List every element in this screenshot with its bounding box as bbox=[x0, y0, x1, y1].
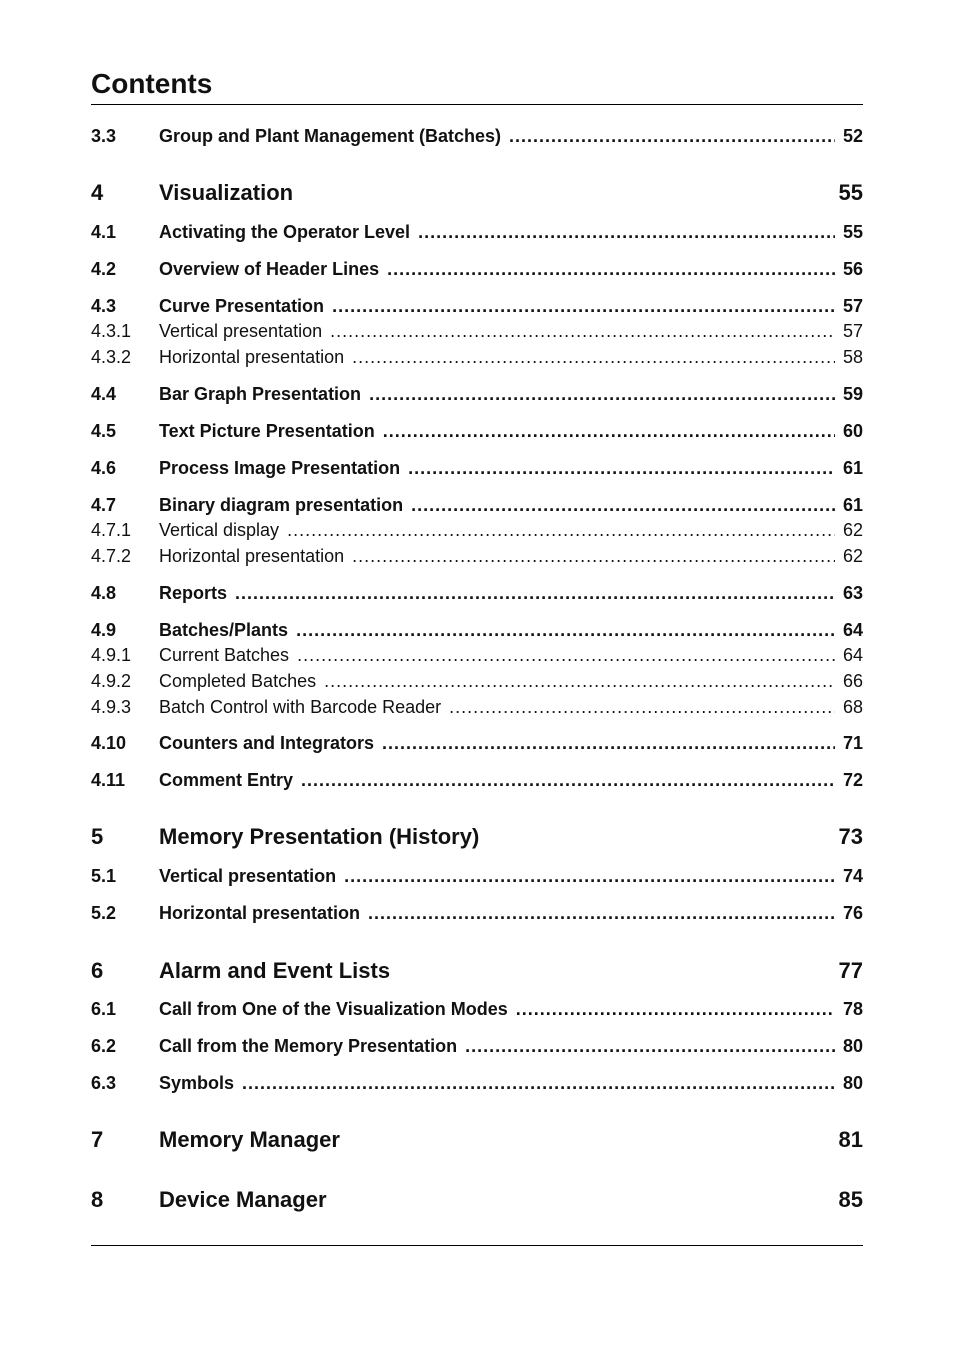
entry-page-number: 62 bbox=[842, 520, 863, 540]
toc-section-entry[interactable] bbox=[91, 997, 863, 1021]
page-title: Contents bbox=[91, 68, 213, 99]
entry-page-number: 57 bbox=[842, 321, 863, 341]
dot-leader bbox=[242, 1071, 835, 1095]
entry-number: 8 bbox=[91, 1187, 104, 1212]
dot-leader bbox=[509, 124, 835, 148]
entry-page-number: 56 bbox=[842, 259, 863, 279]
toc-section-entry[interactable] bbox=[91, 493, 863, 517]
dot-leader bbox=[383, 419, 835, 443]
entry-title: Memory Manager bbox=[159, 1127, 340, 1152]
toc-section-entry[interactable] bbox=[91, 618, 863, 642]
entry-page-number: 58 bbox=[842, 347, 863, 367]
entry-page-number: 64 bbox=[842, 620, 863, 640]
entry-title: Vertical presentation bbox=[159, 866, 337, 886]
entry-page-number: 59 bbox=[842, 384, 863, 404]
entry-title: Process Image Presentation bbox=[159, 458, 401, 478]
entry-title: Batch Control with Barcode Reader bbox=[159, 697, 442, 717]
entry-page-number: 55 bbox=[842, 222, 863, 242]
entry-title: Device Manager bbox=[159, 1187, 327, 1212]
entry-title: Horizontal presentation bbox=[159, 903, 361, 923]
dot-leader bbox=[449, 695, 835, 719]
toc-section-entry[interactable] bbox=[91, 382, 863, 406]
entry-title: Group and Plant Management (Batches) bbox=[159, 126, 502, 146]
entry-title: Activating the Operator Level bbox=[159, 222, 411, 242]
dot-leader bbox=[235, 581, 835, 605]
entry-number: 4.3.2 bbox=[91, 347, 132, 367]
entry-title: Vertical display bbox=[159, 520, 280, 540]
entry-number: 4.9.1 bbox=[91, 645, 132, 665]
entry-title: Bar Graph Presentation bbox=[159, 384, 362, 404]
entry-page-number: 78 bbox=[842, 999, 863, 1019]
entry-title: Batches/Plants bbox=[159, 620, 289, 640]
entry-number: 4.5 bbox=[91, 421, 117, 441]
toc-section-entry[interactable] bbox=[91, 124, 863, 148]
entry-number: 6.3 bbox=[91, 1073, 117, 1093]
entry-page-number: 77 bbox=[838, 958, 863, 983]
entry-title: Horizontal presentation bbox=[159, 347, 345, 367]
entry-page-number: 81 bbox=[838, 1127, 863, 1152]
entry-page-number: 80 bbox=[842, 1036, 863, 1056]
entry-number: 4.6 bbox=[91, 458, 117, 478]
entry-title: Counters and Integrators bbox=[159, 733, 375, 753]
entry-page-number: 60 bbox=[842, 421, 863, 441]
entry-number: 4.7.1 bbox=[91, 520, 132, 540]
toc-section-entry[interactable] bbox=[91, 1071, 863, 1095]
entry-title: Binary diagram presentation bbox=[159, 495, 404, 515]
entry-page-number: 72 bbox=[842, 770, 863, 790]
entry-page-number: 80 bbox=[842, 1073, 863, 1093]
entry-title: Call from One of the Visualization Modes bbox=[159, 999, 508, 1019]
entry-number: 4.9.3 bbox=[91, 697, 132, 717]
entry-number: 6.2 bbox=[91, 1036, 117, 1056]
entry-number: 4 bbox=[91, 180, 104, 205]
dot-leader bbox=[297, 643, 835, 667]
entry-page-number: 52 bbox=[842, 126, 863, 146]
dot-leader bbox=[352, 345, 835, 369]
entry-page-number: 64 bbox=[842, 645, 863, 665]
dot-leader bbox=[465, 1034, 835, 1058]
entry-page-number: 61 bbox=[842, 495, 863, 515]
entry-number: 4.3 bbox=[91, 296, 117, 316]
entry-number: 4.9 bbox=[91, 620, 117, 640]
dot-leader bbox=[301, 768, 835, 792]
toc-section-entry[interactable] bbox=[91, 864, 863, 888]
entry-number: 5.1 bbox=[91, 866, 117, 886]
toc-section-entry[interactable] bbox=[91, 456, 863, 480]
toc-chapter-entry[interactable] bbox=[91, 1185, 863, 1215]
entry-number: 4.3.1 bbox=[91, 321, 132, 341]
toc-subsection-entry[interactable] bbox=[91, 695, 863, 719]
dot-leader bbox=[352, 544, 835, 568]
dot-leader bbox=[330, 319, 835, 343]
entry-title: Vertical presentation bbox=[159, 321, 323, 341]
entry-title: Memory Presentation (History) bbox=[159, 824, 480, 849]
entry-title: Horizontal presentation bbox=[159, 546, 345, 566]
toc-section-entry[interactable] bbox=[91, 220, 863, 244]
dot-leader bbox=[287, 518, 835, 542]
dot-leader bbox=[332, 294, 835, 318]
toc-section-entry[interactable] bbox=[91, 768, 863, 792]
entry-page-number: 62 bbox=[842, 546, 863, 566]
entry-number: 4.8 bbox=[91, 583, 117, 603]
bottom-divider bbox=[91, 1245, 863, 1246]
toc-subsection-entry[interactable] bbox=[91, 518, 863, 542]
entry-page-number: 85 bbox=[838, 1187, 863, 1212]
entry-page-number: 73 bbox=[838, 824, 863, 849]
toc-chapter-entry[interactable] bbox=[91, 822, 863, 852]
dot-leader bbox=[408, 456, 835, 480]
toc-section-entry[interactable] bbox=[91, 581, 863, 605]
toc-chapter-entry[interactable] bbox=[91, 178, 863, 208]
entry-number: 4.1 bbox=[91, 222, 117, 242]
entry-number: 5.2 bbox=[91, 903, 117, 923]
entry-number: 4.9.2 bbox=[91, 671, 132, 691]
entry-page-number: 55 bbox=[838, 180, 863, 205]
entry-title: Alarm and Event Lists bbox=[159, 958, 391, 983]
entry-number: 4.10 bbox=[91, 733, 127, 753]
entry-number: 5 bbox=[91, 824, 104, 849]
entry-title: Text Picture Presentation bbox=[159, 421, 375, 441]
dot-leader bbox=[296, 618, 835, 642]
entry-page-number: 66 bbox=[842, 671, 863, 691]
entry-title: Completed Batches bbox=[159, 671, 317, 691]
toc-subsection-entry[interactable] bbox=[91, 643, 863, 667]
entry-title: Comment Entry bbox=[159, 770, 294, 790]
toc-chapter-entry[interactable] bbox=[91, 1125, 863, 1155]
dot-leader bbox=[382, 731, 835, 755]
entry-page-number: 71 bbox=[842, 733, 863, 753]
entry-page-number: 61 bbox=[842, 458, 863, 478]
entry-number: 4.7 bbox=[91, 495, 117, 515]
entry-page-number: 63 bbox=[842, 583, 863, 603]
toc-section-entry[interactable] bbox=[91, 731, 863, 755]
entry-title: Curve Presentation bbox=[159, 296, 325, 316]
toc-section-entry[interactable] bbox=[91, 419, 863, 443]
entry-page-number: 57 bbox=[842, 296, 863, 316]
entry-number: 4.7.2 bbox=[91, 546, 132, 566]
entry-number: 6 bbox=[91, 958, 104, 983]
entry-number: 4.4 bbox=[91, 384, 117, 404]
toc-section-entry[interactable] bbox=[91, 1034, 863, 1058]
toc-subsection-entry[interactable] bbox=[91, 319, 863, 343]
entry-page-number: 68 bbox=[842, 697, 863, 717]
dot-leader bbox=[411, 493, 835, 517]
top-divider bbox=[91, 104, 863, 105]
entry-number: 4.11 bbox=[91, 770, 126, 790]
dot-leader bbox=[369, 382, 835, 406]
toc-chapter-entry[interactable] bbox=[91, 956, 863, 986]
toc-subsection-entry[interactable] bbox=[91, 544, 863, 568]
dot-leader bbox=[516, 997, 835, 1021]
dot-leader bbox=[344, 864, 835, 888]
entry-title: Reports bbox=[159, 583, 228, 603]
dot-leader bbox=[324, 669, 835, 693]
dot-leader bbox=[418, 220, 835, 244]
toc-section-entry[interactable] bbox=[91, 257, 863, 281]
entry-title: Current Batches bbox=[159, 645, 290, 665]
dot-leader bbox=[368, 901, 835, 925]
entry-title: Symbols bbox=[159, 1073, 235, 1093]
entry-title: Overview of Header Lines bbox=[159, 259, 380, 279]
entry-title: Visualization bbox=[159, 180, 294, 205]
entry-number: 4.2 bbox=[91, 259, 117, 279]
entry-number: 3.3 bbox=[91, 126, 117, 146]
dot-leader bbox=[387, 257, 835, 281]
entry-number: 7 bbox=[91, 1127, 104, 1152]
entry-page-number: 74 bbox=[842, 866, 863, 886]
entry-title: Call from the Memory Presentation bbox=[159, 1036, 458, 1056]
toc-subsection-entry[interactable] bbox=[91, 345, 863, 369]
entry-page-number: 76 bbox=[842, 903, 863, 923]
toc-subsection-entry[interactable] bbox=[91, 669, 863, 693]
toc-section-entry[interactable] bbox=[91, 901, 863, 925]
toc-section-entry[interactable] bbox=[91, 294, 863, 318]
entry-number: 6.1 bbox=[91, 999, 117, 1019]
